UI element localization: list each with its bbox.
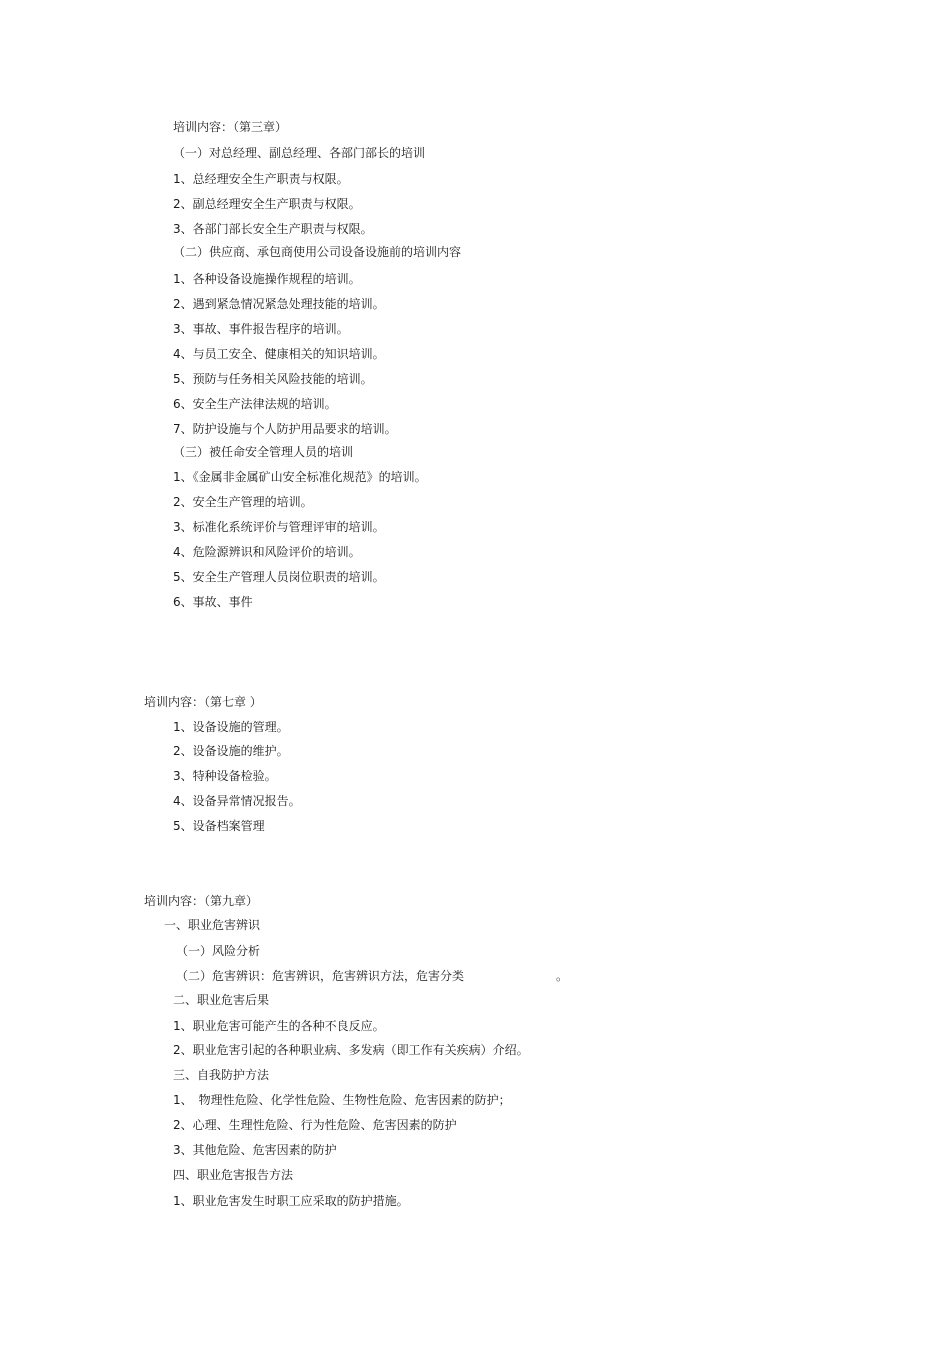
list-item: 2、副总经理安全生产职责与权限。 <box>173 197 361 211</box>
list-item: 1、职业危害可能产生的各种不良反应。 <box>173 1019 385 1033</box>
chapter9-part4-title: 四、职业危害报告方法 <box>173 1168 294 1182</box>
list-item: 2、遇到紧急情况紧急处理技能的培训。 <box>173 297 385 311</box>
chapter3-section2-title: （二）供应商、承包商使用公司设备设施前的培训内容 <box>173 245 462 259</box>
list-item: 4、设备异常情况报告。 <box>173 794 301 808</box>
chapter9-part2-title: 二、职业危害后果 <box>173 993 270 1007</box>
chapter9-part3-title: 三、自我防护方法 <box>173 1068 270 1082</box>
list-item: 3、特种设备检验。 <box>173 769 277 783</box>
list-item: 6、安全生产法律法规的培训。 <box>173 397 337 411</box>
chapter3-section3-title: （三）被任命安全管理人员的培训 <box>173 445 354 459</box>
list-item: 2、安全生产管理的培训。 <box>173 495 313 509</box>
list-item: 1、《金属非金属矿山安全标准化规范》的培训。 <box>173 470 427 484</box>
chapter3-section1-title: （一）对总经理、副总经理、各部门部长的培训 <box>173 146 426 160</box>
list-item: 1、职业危害发生时职工应采取的防护措施。 <box>173 1194 409 1208</box>
chapter9-part1-sub1: （一）风险分析 <box>176 944 261 958</box>
list-item: 7、防护设施与个人防护用品要求的培训。 <box>173 422 397 436</box>
list-item: 3、各部门部长安全生产职责与权限。 <box>173 222 373 236</box>
chapter9-part1-sub2: （二）危害辨识：危害辨识，危害辨识方法，危害分类 <box>176 969 465 983</box>
chapter9-part1-sub2-end: 。 <box>556 969 569 983</box>
list-item: 3、其他危险、危害因素的防护 <box>173 1143 337 1157</box>
list-item: 1、总经理安全生产职责与权限。 <box>173 172 349 186</box>
list-item: 2、职业危害引起的各种职业病、多发病（即工作有关疾病）介绍。 <box>173 1043 529 1057</box>
chapter3-heading: 培训内容：（第三章） <box>173 120 288 134</box>
list-item: 3、事故、事件报告程序的培训。 <box>173 322 349 336</box>
list-item: 3、标准化系统评价与管理评审的培训。 <box>173 520 385 534</box>
list-item: 4、危险源辨识和风险评价的培训。 <box>173 545 361 559</box>
list-item: 5、设备档案管理 <box>173 819 265 833</box>
list-item: 2、心理、生理性危险、行为性危险、危害因素的防护 <box>173 1118 457 1132</box>
list-item: 1、设备设施的管理。 <box>173 720 289 734</box>
list-item: 5、预防与任务相关风险技能的培训。 <box>173 372 373 386</box>
list-item: 6、事故、事件 <box>173 595 253 609</box>
chapter7-heading: 培训内容：（第七章 ） <box>144 695 262 709</box>
list-item: 1、 物理性危险、化学性危险、生物性危险、危害因素的防护； <box>173 1093 511 1107</box>
list-item: 1、各种设备设施操作规程的培训。 <box>173 272 361 286</box>
list-item: 5、安全生产管理人员岗位职责的培训。 <box>173 570 385 584</box>
list-item: 4、与员工安全、健康相关的知识培训。 <box>173 347 385 361</box>
list-item: 2、设备设施的维护。 <box>173 744 289 758</box>
chapter9-heading: 培训内容：（第九章） <box>144 894 259 908</box>
chapter9-part1-title: 一、职业危害辨识 <box>164 918 261 932</box>
